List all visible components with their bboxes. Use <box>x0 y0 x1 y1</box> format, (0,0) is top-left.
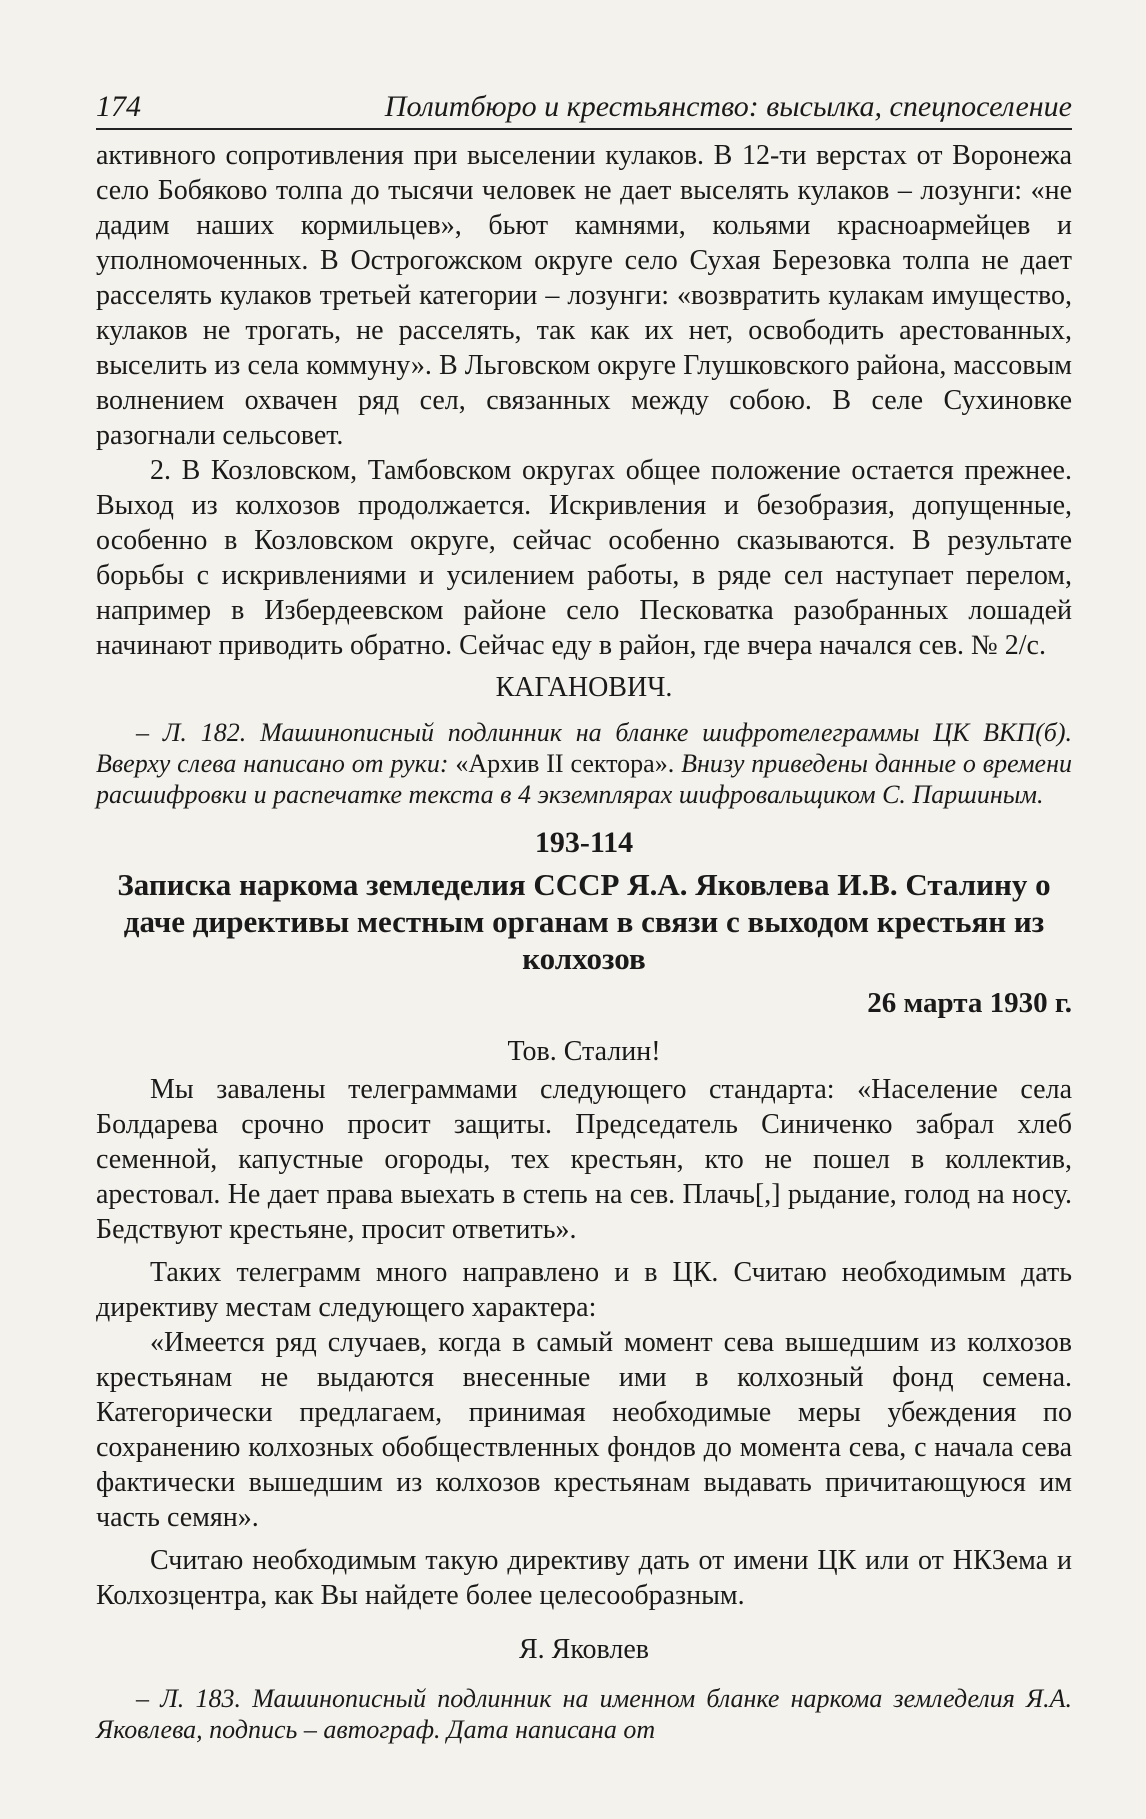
prev-note-text-1: – Л. 182. Машинописный подлинник на бланке шифротелеграммы ЦК ВКП(б). Вверху слева написано от руки: <box>96 718 1072 778</box>
page-number: 174 <box>96 90 141 123</box>
prev-note-text-2: Внизу приведены данные о времени расшифровки и распечатке текста в 4 экземплярах шифровальщиком С. Паршиным. <box>96 749 1072 809</box>
doc-archival-note: – Л. 183. Машинописный подлинник на именном бланке наркома земледелия Я.А. Яковлева, подпись – автограф. Дата написана от <box>96 1684 1072 1744</box>
doc-paragraph-4: Считаю необходимым такую директиву дать от имени ЦК или от НКЗема и Колхозцентра, как Вы найдете более целесообразным. <box>96 1545 1072 1611</box>
prev-note-quote: «Архив II сектора». <box>455 749 675 778</box>
salutation: Тов. Сталин! <box>507 1036 661 1067</box>
running-header <box>96 90 1072 130</box>
doc-signature: Я. Яковлев <box>518 1634 649 1665</box>
document-date: 26 марта 1930 г. <box>867 987 1072 1019</box>
doc-paragraph-1: Мы завалены телеграммами следующего стандарта: «Население села Болдарева срочно просит защиты. Председатель Синиченко забрал хлеб семенной, капустные огороды, тех крестьян, кто не пошел в коллектив, арестовал. Не дает права выехать в степь на сев. Плачь[,] рыдание, голод на носу. Бедствуют крестьяне, просит ответить». <box>96 1074 1072 1245</box>
doc-paragraph-3: «Имеется ряд случаев, когда в самый момент сева вышедшим из колхозов крестьянам не выдаются внесенные ими в колхозный фонд семена. Категорически предлагаем, принимая необходимые меры убеждения по сохранению колхозных обобществленных фондов до момента сева, с начала сева фактически вышедшим из колхозов крестьянам выдавать причитающуюся им часть семян». <box>96 1327 1072 1533</box>
prev-doc-paragraph-1: активного сопротивления при выселении кулаков. В 12-ти верстах от Воронежа село Бобяково толпа до тысячи человек не дает выселять кулаков – лозунги: «не дадим наших кормильцев», бьют камнями, кольями красноармейцев и уполномоченных. В Острогожском округе село Сухая Березовка толпа не дает расселять кулаков третьей категории – лозунги: «возвратить кулакам имущество, кулаков не трогать, не расселять, так как их нет, освободить арестованных, выселить из села коммуну». В Льговском округе Глушковского района, массовым волнением охвачен ряд сел, связанных между собою. В селе Сухиновке разогнали сельсовет. <box>96 140 1072 451</box>
prev-doc-paragraph-2: 2. В Козловском, Тамбовском округах общее положение остается прежнее. Выход из колхозов продолжается. Искривления и безобразия, допущенные, особенно в Козловском округе, сейчас особенно сказываются. В результате борьбы с искривлениями и усилением работы, в ряде сел наступает перелом, например в Избердеевском районе село Песковатка разобранных лошадей начинают приводить обратно. Сейчас еду в район, где вчера начался сев. № 2/с. <box>96 455 1072 661</box>
running-title: Политбюро и крестьянство: высылка, спецпоселение <box>384 90 1072 123</box>
document-number: 193-114 <box>534 826 634 859</box>
doc-paragraph-2: Таких телеграмм много направлено и в ЦК. Считаю необходимым дать директиву местам следующего характера: <box>96 1257 1072 1323</box>
prev-doc-signature: КАГАНОВИЧ. <box>495 672 673 703</box>
document-title: Записка наркома земледелия СССР Я.А. Яковлева И.В. Сталину о даче директивы местным органам в связи с выходом крестьян из колхозов <box>117 867 1051 976</box>
prev-doc-archival-note <box>96 717 1072 810</box>
